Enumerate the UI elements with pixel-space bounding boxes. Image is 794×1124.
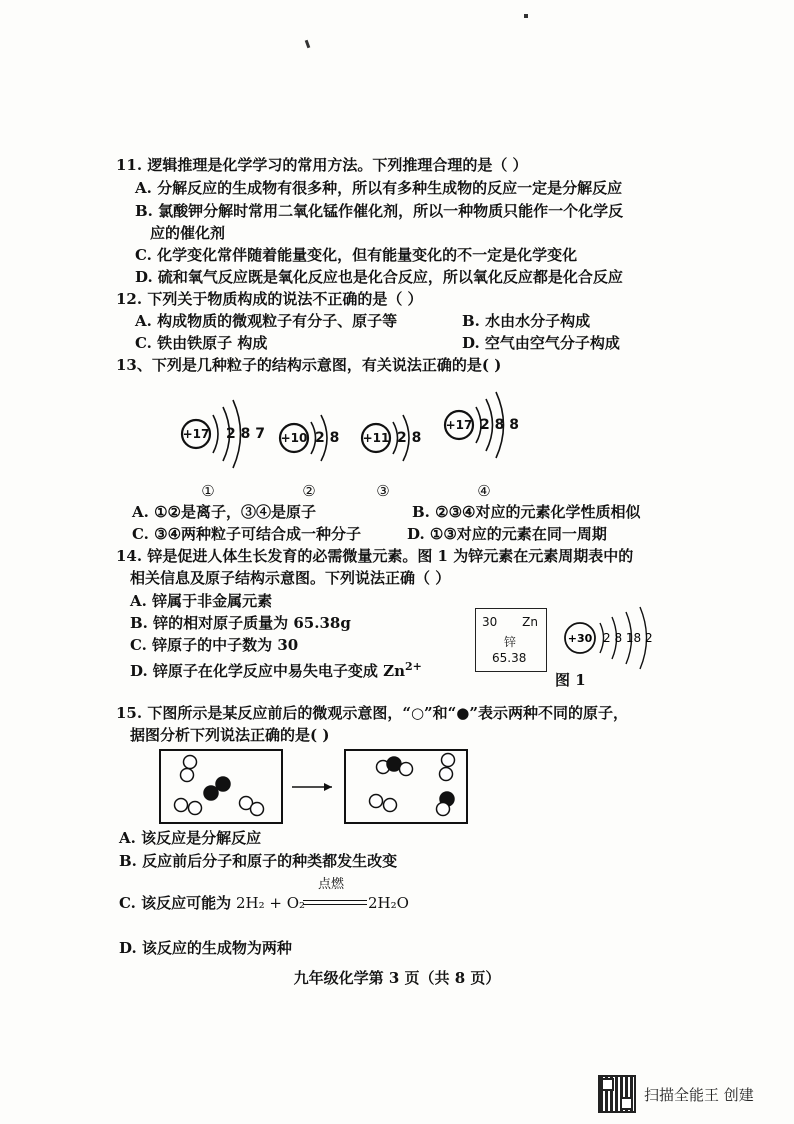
scan-mark: [305, 40, 311, 49]
q11-stem: 11. 逻辑推理是化学学习的常用方法。下列推理合理的是（ ）: [116, 156, 528, 174]
q13-label-3: ③: [376, 482, 390, 500]
q15-option-d: D. 该反应的生成物为两种: [119, 939, 292, 957]
q13-shells-1: 2 8 7: [226, 426, 265, 442]
zinc-nucleus: +30: [567, 632, 593, 645]
q13-shells-4: 2 8 8: [480, 417, 519, 433]
q13-option-d: D. ①③对应的元素在同一周期: [407, 525, 607, 543]
q14-option-d: D. 锌原子在化学反应中易失电子变成 $Zn^{2+}$: [130, 660, 422, 680]
q15-equation-sign: [303, 900, 367, 905]
q15-equation-reactants: 2H₂ + O₂: [236, 894, 306, 912]
q15-option-c: C. 该反应可能为: [119, 894, 232, 912]
q13-label-2: ②: [302, 482, 316, 500]
scan-mark: [524, 14, 528, 18]
zinc-atom-structure: [560, 603, 670, 673]
scanner-watermark: [598, 1075, 754, 1113]
reaction-micro-diagram: [0, 747, 794, 827]
q13-particle-diagrams: [0, 385, 794, 505]
q11-option-b: B. 氯酸钾分解时常用二氧化锰作催化剂，所以一种物质只能作一个化学反: [135, 202, 624, 220]
q14-option-b: B. 锌的相对原子质量为 65.38g: [130, 614, 351, 632]
q15-equation-products: 2H₂O: [368, 894, 409, 912]
zinc-periodic-cell: [475, 608, 547, 672]
qr-code-icon: [598, 1075, 636, 1113]
q12-option-b: B. 水由水分子构成: [462, 312, 591, 330]
q15-equation-condition: 点燃: [318, 877, 345, 892]
q14-option-c: C. 锌原子的中子数为 30: [130, 636, 299, 654]
figure-1-label: 图 1: [555, 671, 586, 689]
q12-option-d: D. 空气由空气分子构成: [462, 334, 620, 352]
q14-option-a: A. 锌属于非金属元素: [130, 592, 273, 610]
q11-option-a: A. 分解反应的生成物有很多种，所以有多种生成物的反应一定是分解反应: [135, 179, 623, 197]
q12-option-c: C. 铁由铁原子 构成: [135, 334, 268, 352]
q13-shells-2: 2 8: [315, 430, 340, 446]
watermark-text: 扫描全能王 创建: [644, 1085, 754, 1104]
zinc-symbol: Zn: [522, 615, 538, 629]
q13-option-c: C. ③④两种粒子可结合成一种分子: [132, 525, 362, 543]
q13-nucleus-3: +11: [362, 431, 390, 445]
zinc-atomic-mass: 65.38: [492, 651, 527, 665]
q13-stem: 13、下列是几种粒子的结构示意图，有关说法正确的是( ): [116, 356, 502, 374]
q14-stem: 14. 锌是促进人体生长发育的必需微量元素。图 1 为锌元素在元素周期表中的: [116, 547, 634, 565]
zinc-atomic-number: 30: [482, 615, 498, 629]
q15-option-a: A. 该反应是分解反应: [119, 829, 262, 847]
zinc-name: 锌: [504, 635, 517, 649]
q13-label-1: ①: [201, 482, 215, 500]
q13-option-a: A. ①②是离子，③④是原子: [132, 503, 316, 521]
q11-option-d: D. 硫和氧气反应既是氧化反应也是化合反应，所以氧化反应都是化合反应: [135, 268, 623, 286]
q15-stem: 15. 下图所示是某反应前后的微观示意图，“○”和“●”表示两种不同的原子，: [116, 704, 629, 722]
q11-option-b-cont: 应的催化剂: [150, 224, 226, 242]
q13-option-b: B. ②③④对应的元素化学性质相似: [412, 503, 641, 521]
zinc-shells: 2 8 18 2: [603, 631, 653, 645]
q12-option-a: A. 构成物质的微观粒子有分子、原子等: [135, 312, 398, 330]
q13-nucleus-2: +10: [280, 431, 308, 445]
q12-stem: 12. 下列关于物质构成的说法不正确的是（ ）: [116, 290, 423, 308]
page-footer: 九年级化学第 3 页（共 8 页）: [293, 969, 501, 987]
q13-nucleus-1: +17: [182, 427, 210, 441]
q13-label-4: ④: [477, 482, 491, 500]
q15-stem-cont: 据图分析下列说法正确的是( ): [130, 726, 330, 744]
q15-option-b: B. 反应前后分子和原子的种类都发生改变: [119, 852, 398, 870]
q13-nucleus-4: +17: [445, 418, 473, 432]
q11-option-c: C. 化学变化常伴随着能量变化，但有能量变化的不一定是化学变化: [135, 246, 578, 264]
q14-stem-cont: 相关信息及原子结构示意图。下列说法正确（ ）: [130, 569, 451, 587]
q13-shells-3: 2 8: [397, 430, 422, 446]
